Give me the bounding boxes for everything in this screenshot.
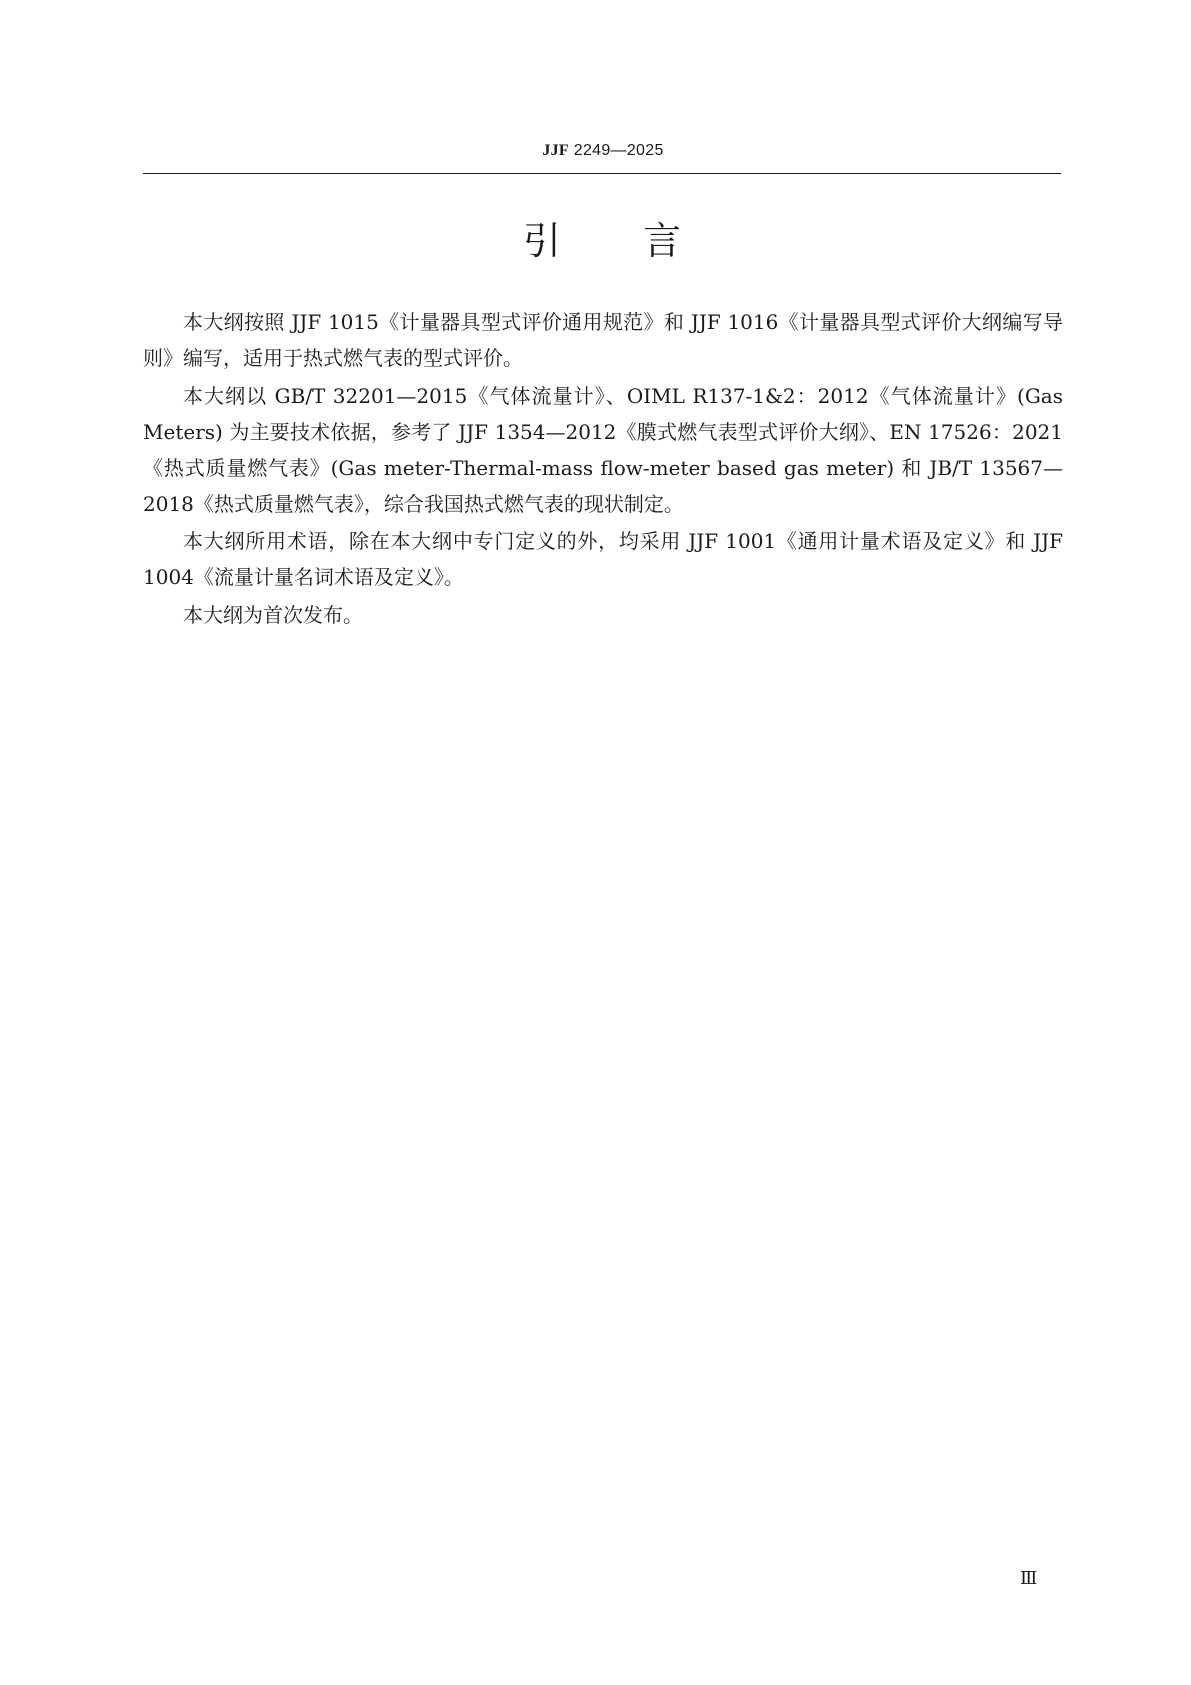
paragraph-3: 本大纲所用术语，除在本大纲中专门定义的外，均采用 JJF 1001《通用计量术语及定义》和 JJF 1004《流量计量名词术语及定义》。 [143, 529, 1063, 589]
body-text [143, 304, 1063, 634]
page-number: Ⅲ [1020, 1568, 1038, 1589]
standard-prefix: JJF [542, 142, 570, 159]
standard-number: 2249—2025 [569, 142, 664, 159]
section-title-char-2: 言 [643, 219, 684, 263]
header-rule [143, 173, 1061, 174]
paragraph-1: 本大纲按照 JJF 1015《计量器具型式评价通用规范》和 JJF 1016《计量器具型式评价大纲编写导则》编写，适用于热式燃气表的型式评价。 [143, 310, 1063, 370]
running-header [143, 142, 1063, 160]
paragraph-4: 本大纲为首次发布。 [183, 602, 363, 627]
section-title-char-1: 引 [522, 219, 563, 263]
paragraph-2: 本大纲以 GB/T 32201—2015《气体流量计》、OIML R137-1&2：2012《气体流量计》(Gas Meters) 为主要技术依据，参考了 JJF 1354—2012《膜式燃气表型式评价大纲》、EN 17526：2021《热式质量燃气表》(Gas meter-Thermal-mass flow-meter based gas meter) 和 JB/T 13567—2018《热式质量燃气表》，综合我国热式燃气表的现状制定。 [143, 383, 1063, 516]
section-title [143, 219, 1063, 265]
